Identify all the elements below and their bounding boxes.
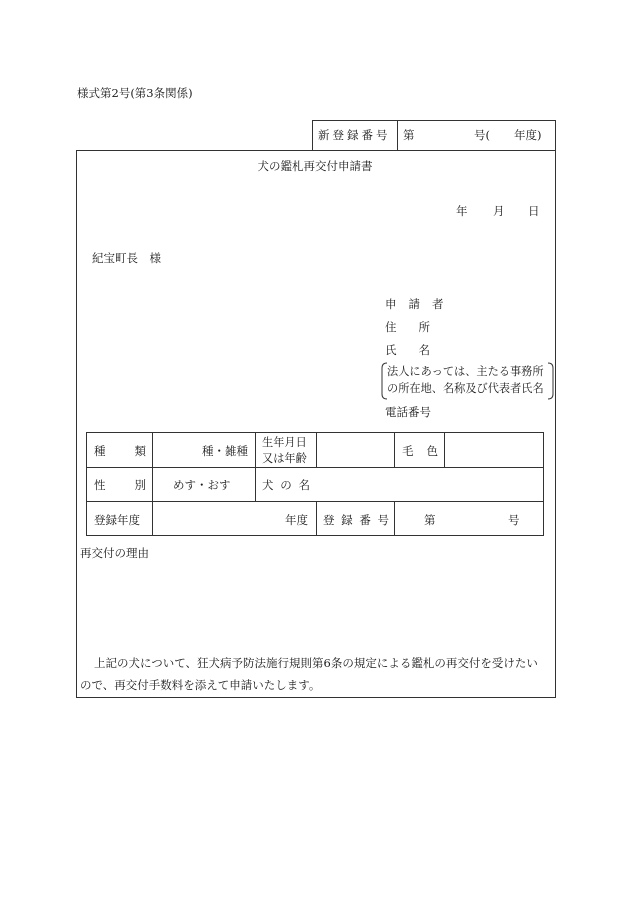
- table-row-divider: [86, 467, 544, 468]
- registration-nendo: 年度): [514, 128, 542, 142]
- table-row-divider: [86, 501, 544, 502]
- registration-dai: 第: [403, 128, 415, 142]
- applicant-header-text: 申請者: [385, 297, 456, 311]
- table-col-divider: [444, 432, 445, 467]
- registration-gou: 号(: [474, 128, 490, 142]
- color-label: 毛色: [402, 444, 438, 458]
- table-col-divider: [394, 432, 395, 467]
- applicant-header: [385, 296, 456, 312]
- page-title: 犬の鑑札再交付申請書: [257, 159, 373, 173]
- table-col-divider: [316, 432, 317, 467]
- kind-label: 種類: [94, 444, 146, 458]
- kind-value: 種・雑種: [202, 444, 248, 458]
- date-month: 月: [493, 204, 505, 218]
- corporate-note-brackets: [380, 362, 560, 400]
- statement-line-1: 上記の犬について、狂犬病予防法施行規則第6条の規定による鑑札の再交付を受けたい: [94, 656, 538, 670]
- reg-number-gou: 号: [508, 513, 520, 527]
- registration-number-label: [318, 127, 390, 143]
- dog-name-label: 犬の名: [262, 478, 310, 492]
- table-col-divider: [255, 432, 256, 501]
- applicant-address-label: 住所: [385, 320, 452, 334]
- registration-number-label-text: 新登録番号: [318, 128, 391, 142]
- dog-info-table: [86, 432, 544, 536]
- form-number: 様式第2号(第3条関係): [77, 86, 193, 100]
- reg-number-label: 登録番号: [323, 513, 389, 527]
- sex-value: めす・おす: [173, 478, 231, 492]
- birth-label-line-1: 生年月日: [262, 436, 307, 449]
- table-col-divider: [394, 501, 395, 536]
- reg-number-dai: 第: [424, 513, 436, 527]
- date-day: 日: [528, 204, 540, 218]
- reg-year-suffix: 年度: [285, 513, 308, 527]
- date-year: 年: [456, 204, 468, 218]
- application-form: [76, 150, 556, 698]
- reason-label: 再交付の理由: [80, 546, 149, 560]
- corporate-note-line-2: の所在地、名称及び代表者氏名: [387, 382, 544, 395]
- birth-label-line-2: 又は年齢: [262, 452, 307, 465]
- table-col-divider: [152, 432, 153, 536]
- divider: [397, 120, 398, 150]
- statement-line-2: ので、再交付手数料を添えて申請いたします。: [80, 678, 321, 692]
- addressee: 紀宝町長 様: [92, 251, 161, 265]
- sex-label: 性別: [94, 478, 146, 492]
- applicant-phone-label: 電話番号: [385, 405, 431, 419]
- reg-year-label: 登録年度: [94, 513, 140, 527]
- corporate-note-line-1: 法人にあっては、主たる事務所: [387, 365, 544, 378]
- applicant-name-label: 氏名: [385, 343, 452, 357]
- table-col-divider: [316, 501, 317, 536]
